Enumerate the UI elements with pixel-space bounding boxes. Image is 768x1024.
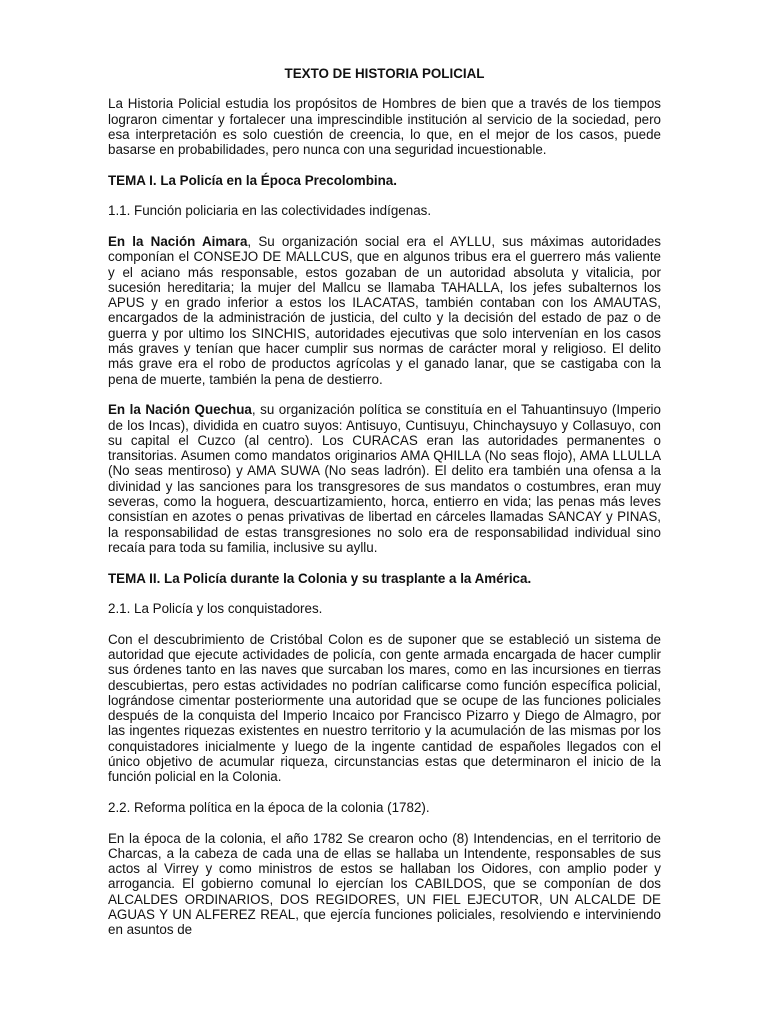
- section-2-2-heading: 2.2. Reforma política en la época de la colonia (1782).: [108, 799, 430, 815]
- conquistadores-paragraph: Con el descubrimiento de Cristóbal Colon es de suponer que se estableció un sistema de autoridad que ejecute actividades de policía, con gente armada encargada de hacer cumplir sus órdenes tanto en las naves que surcaban los mares, como en las incursiones en tierras descubiertas, pero estas actividades no podrían calificarse como función específica policial, lográndose cimentar posteriormente una autoridad que se ocupe de las funciones policiales después de la conquista del Imperio Incaico por Francisco Pizarro y Diego de Almagro, por las ingentes riquezas existentes en nuestro territorio y la acumulación de las mismas por los conquistadores inicialmente y luego de la ingente cantidad de españoles llegados con el único objetivo de acumular riqueza, circunstancias estas que determinaron el inicio de la función policial en la Colonia.: [108, 631, 661, 785]
- tema-1-heading: TEMA I. La Policía en la Época Precolombina.: [108, 172, 397, 188]
- quechua-text: , su organización política se constituía en el Tahuantinsuyo (Imperio de los Incas), dividida en cuatro suyos: Antisuyo, Cuntisuyu, Chinchaysuyo y Collasuyo, con su capital el Cuzco (al centro). Los CURACAS eran las autoridades permanentes o transitorias. Asumen como mandatos originarios AMA QHILLA (No seas flojo), AMA LLULLA (No seas mentiroso) y AMA SUWA (No seas ladrón). El delito era también una ofensa a la divinidad y las sanciones para los transgresores de sus mandatos o costumbres, eran muy severas, como la hoguera, descuartizamiento, horca, entierro en vida; las penas más leves consistían en azotes o penas privativas de libertad en cárceles llamadas SANCAY y PINAS, la responsabilidad de estas transgresiones no solo era de responsabilidad individual sino recaía para toda su familia, inclusive su ayllu.: [108, 402, 661, 555]
- section-2-1-heading: 2.1. La Policía y los conquistadores.: [108, 601, 323, 617]
- tema-2-heading: TEMA II. La Policía durante la Colonia y su trasplante a la América.: [108, 570, 532, 586]
- section-1-1-heading: 1.1. Función policiaria en las colectividades indígenas.: [108, 203, 432, 219]
- quechua-paragraph: [108, 402, 661, 555]
- document-page: [108, 66, 662, 938]
- aimara-lead: En la Nación Aimara: [108, 233, 248, 249]
- intro-paragraph: La Historia Policial estudia los propósitos de Hombres de bien que a través de los tiempos lograron cimentar y fortalecer una imprescindible institución al servicio de la sociedad, pero esa interpretación es solo cuestión de creencia, lo que, en el mejor de los casos, puede basarse en probabilidades, pero nunca con una seguridad incuestionable.: [108, 96, 661, 158]
- document-title: TEXTO DE HISTORIA POLICIAL: [284, 66, 485, 81]
- aimara-text: , Su organización social era el AYLLU, sus máximas autoridades componían el CONSEJO DE MALLCUS, que en algunos tribus era el guerrero más valiente y el aciano más responsable, estos gozaban de un autoridad absoluta y vitalicia, por sucesión hereditaria; la mujer del Mallcu se llamaba TAHALLA, los jefes subalternos los APUS y en grado inferior a estos los ILACATAS, también contaban con los AMAUTAS, encargados de la administración de justicia, del culto y la decisión del estado de paz o de guerra y por ultimo los SINCHIS, autoridades ejecutivas que solo intervenían en los casos más graves y tenían que hacer cumplir sus normas de carácter moral y religioso. El delito más grave era el robo de productos agrícolas y el ganado lanar, que se castigaba con la pena de muerte, también la pena de destierro.: [108, 233, 662, 387]
- quechua-lead: En la Nación Quechua: [108, 402, 252, 418]
- aimara-paragraph: [108, 234, 661, 387]
- reforma-paragraph: En la época de la colonia, el año 1782 Se crearon ocho (8) Intendencias, en el territorio de Charcas, a la cabeza de cada una de ellas se hallaba un Intendente, responsables de sus actos al Virrey y como ministros de estos se hallaban los Oidores, con amplio poder y arrogancia. El gobierno comunal lo ejercían los CABILDOS, que se componían de dos ALCALDES ORDINARIOS, DOS REGIDORES, UN FIEL EJECUTOR, UN ALCALDE DE AGUAS Y UN ALFEREZ REAL, que ejercía funciones policiales, resolviendo e interviniendo en asuntos de: [108, 830, 661, 938]
